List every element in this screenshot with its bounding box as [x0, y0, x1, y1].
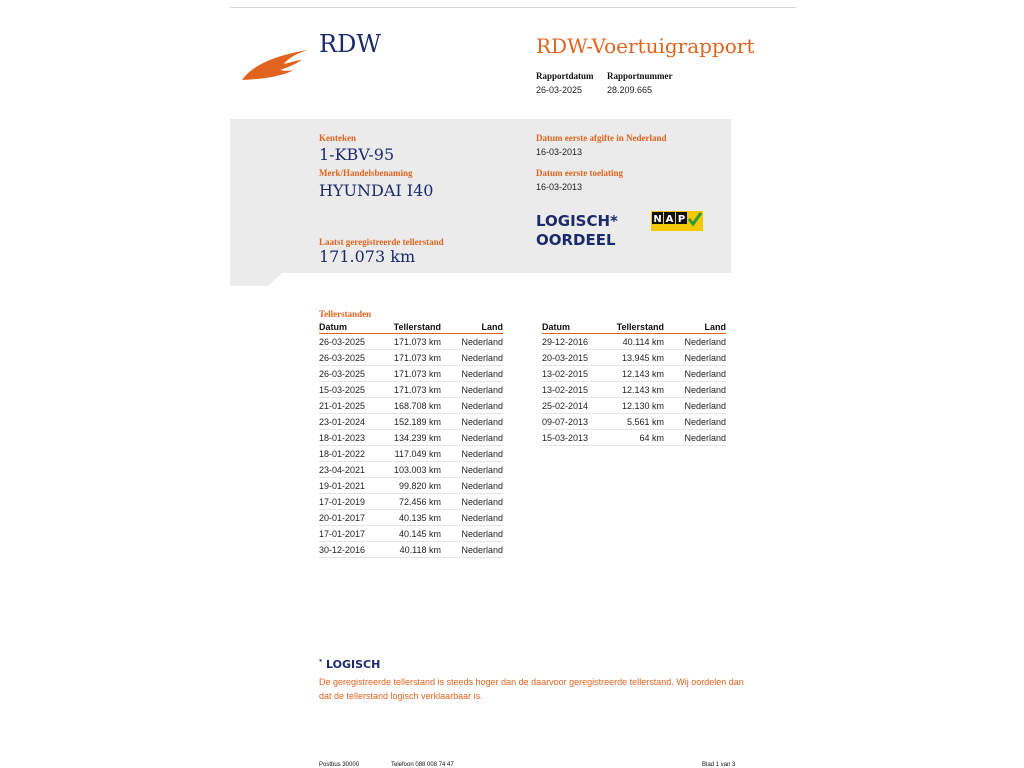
- readings-table-left: [319, 321, 503, 558]
- readings-table-right: [542, 321, 726, 446]
- odometer-label: Laatst geregistreerde tellerstand: [319, 237, 444, 247]
- reading-km: 152.189 km: [379, 414, 441, 430]
- reading-date: 18-01-2022: [319, 446, 379, 462]
- footnote-marker: *: [319, 658, 323, 666]
- reading-date: 17-01-2017: [319, 526, 379, 542]
- first-admission-label: Datum eerste toelating: [536, 168, 623, 178]
- reading-land: Nederland: [441, 366, 503, 382]
- reading-km: 171.073 km: [379, 350, 441, 366]
- footer-postbus: Postbus 30000: [319, 762, 360, 768]
- reading-date: 23-01-2024: [319, 414, 379, 430]
- reading-land: Nederland: [441, 462, 503, 478]
- reading-land: Nederland: [664, 366, 726, 382]
- table-row: [319, 398, 503, 414]
- reading-km: 72.456 km: [379, 494, 441, 510]
- reading-date: 18-01-2023: [319, 430, 379, 446]
- verdict: [536, 212, 618, 250]
- reading-km: 168.708 km: [379, 398, 441, 414]
- table-row: [542, 366, 726, 382]
- reading-date: 15-03-2025: [319, 382, 379, 398]
- reading-land: Nederland: [441, 430, 503, 446]
- nap-letter-a: A: [665, 214, 674, 225]
- reading-km: 12.130 km: [602, 398, 664, 414]
- odometer-value: 171.073 km: [319, 247, 416, 266]
- col-km: Tellerstand: [379, 321, 441, 334]
- reading-km: 171.073 km: [379, 334, 441, 350]
- table-row: [319, 526, 503, 542]
- reading-land: Nederland: [441, 334, 503, 350]
- reading-date: 26-03-2025: [319, 350, 379, 366]
- reading-date: 13-02-2015: [542, 382, 602, 398]
- top-divider: [230, 7, 796, 8]
- table-row: [542, 430, 726, 446]
- reading-land: Nederland: [441, 494, 503, 510]
- table-row: [319, 382, 503, 398]
- table-header-row: [542, 321, 726, 334]
- nap-letter-p: P: [677, 214, 686, 225]
- table-row: [319, 478, 503, 494]
- first-issue-nl-value: 16-03-2013: [536, 147, 583, 157]
- reading-km: 40.118 km: [379, 542, 441, 558]
- reading-land: Nederland: [441, 446, 503, 462]
- reading-km: 40.145 km: [379, 526, 441, 542]
- table-row: [319, 430, 503, 446]
- reading-date: 23-04-2021: [319, 462, 379, 478]
- reading-land: Nederland: [664, 350, 726, 366]
- table-row: [319, 414, 503, 430]
- table-row: [542, 350, 726, 366]
- table-row: [319, 510, 503, 526]
- table-row: [319, 542, 503, 558]
- table-row: [319, 462, 503, 478]
- nap-check-icon: [651, 211, 703, 231]
- footnote-title: [319, 658, 380, 671]
- first-issue-nl-label: Datum eerste afgifte in Nederland: [536, 133, 667, 143]
- readings-title: Tellerstanden: [319, 309, 372, 319]
- col-date: Datum: [319, 321, 379, 334]
- reading-date: 29-12-2016: [542, 334, 602, 350]
- reading-land: Nederland: [441, 478, 503, 494]
- plate-value: 1-KBV-95: [319, 145, 395, 164]
- reading-land: Nederland: [664, 334, 726, 350]
- rdw-logo-icon: [240, 44, 310, 82]
- reading-km: 40.114 km: [602, 334, 664, 350]
- report-date: 26-03-2025: [536, 85, 583, 95]
- reading-land: Nederland: [441, 526, 503, 542]
- reading-km: 40.135 km: [379, 510, 441, 526]
- report-title: RDW-Voertuigrapport: [536, 34, 755, 58]
- footer-telefoon: Telefoon 088 008 74 47: [391, 762, 454, 768]
- table-header-row: [319, 321, 503, 334]
- table-row: [542, 398, 726, 414]
- reading-km: 12.143 km: [602, 382, 664, 398]
- table-row: [542, 382, 726, 398]
- table-row: [542, 334, 726, 350]
- reading-date: 30-12-2016: [319, 542, 379, 558]
- reading-date: 26-03-2025: [319, 366, 379, 382]
- reading-land: Nederland: [664, 382, 726, 398]
- col-land: Land: [664, 321, 726, 334]
- reading-km: 103.003 km: [379, 462, 441, 478]
- report-date-label: Rapportdatum: [536, 71, 594, 81]
- reading-date: 15-03-2013: [542, 430, 602, 446]
- reading-land: Nederland: [441, 542, 503, 558]
- reading-date: 13-02-2015: [542, 366, 602, 382]
- col-date: Datum: [542, 321, 602, 334]
- make-value: HYUNDAI I40: [319, 181, 434, 200]
- reading-land: Nederland: [664, 398, 726, 414]
- reading-land: Nederland: [441, 414, 503, 430]
- reading-date: 21-01-2025: [319, 398, 379, 414]
- footer-page: Blad 1 van 3: [702, 762, 736, 768]
- reading-date: 17-01-2019: [319, 494, 379, 510]
- reading-land: Nederland: [441, 398, 503, 414]
- reading-km: 64 km: [602, 430, 664, 446]
- reading-land: Nederland: [664, 430, 726, 446]
- reading-km: 171.073 km: [379, 382, 441, 398]
- table-row: [319, 350, 503, 366]
- table-row: [319, 446, 503, 462]
- reading-km: 171.073 km: [379, 366, 441, 382]
- reading-date: 25-02-2014: [542, 398, 602, 414]
- footnote-text: De geregistreerde tellerstand is steeds hoger dan de daarvoor geregistreerde tellerstand. Wij oordelen dan dat de tellerstand logisch verklaarbaar is.: [319, 677, 744, 701]
- reading-date: 20-01-2017: [319, 510, 379, 526]
- reading-km: 117.049 km: [379, 446, 441, 462]
- reading-land: Nederland: [441, 510, 503, 526]
- table-row: [319, 366, 503, 382]
- reading-km: 99.820 km: [379, 478, 441, 494]
- reading-date: 09-07-2013: [542, 414, 602, 430]
- footnote-title-text: LOGISCH: [325, 658, 381, 671]
- first-admission-value: 16-03-2013: [536, 182, 583, 192]
- reading-date: 20-03-2015: [542, 350, 602, 366]
- panel-tail: [230, 273, 282, 286]
- verdict-line-1: LOGISCH*: [536, 212, 618, 230]
- reading-date: 19-01-2021: [319, 478, 379, 494]
- reading-land: Nederland: [441, 350, 503, 366]
- brand-name: RDW: [319, 30, 381, 58]
- reading-km: 134.239 km: [379, 430, 441, 446]
- make-label: Merk/Handelsbenaming: [319, 168, 413, 178]
- table-row: [319, 334, 503, 350]
- reading-land: Nederland: [441, 382, 503, 398]
- reading-km: 5.561 km: [602, 414, 664, 430]
- report-number-label: Rapportnummer: [607, 71, 673, 81]
- col-km: Tellerstand: [602, 321, 664, 334]
- report-number: 28.209.665: [607, 85, 653, 95]
- reading-km: 12.143 km: [602, 366, 664, 382]
- nap-letter-n: N: [653, 214, 662, 225]
- plate-label: Kenteken: [319, 133, 356, 143]
- verdict-line-2: OORDEEL: [536, 231, 616, 249]
- reading-date: 26-03-2025: [319, 334, 379, 350]
- reading-km: 13.945 km: [602, 350, 664, 366]
- reading-land: Nederland: [664, 414, 726, 430]
- table-row: [319, 494, 503, 510]
- table-row: [542, 414, 726, 430]
- col-land: Land: [441, 321, 503, 334]
